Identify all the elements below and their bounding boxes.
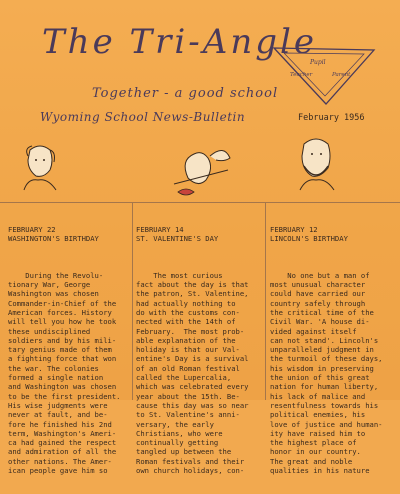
logo-word-3: Parent (332, 72, 351, 78)
article-washington (8, 206, 130, 476)
newsletter-title: The Tri-Angle (42, 22, 318, 62)
cupid-sketch-icon (168, 140, 236, 200)
article-lincoln (270, 206, 398, 476)
lincoln-portrait-icon (290, 132, 342, 190)
article-body: During the Revolu- tionary War, George Washington was chosen Commander-in-Chief of the American forces. History will tell you how he took these undisciplined soldiers and by his mili- tary genius made of them a fighting force that won the war. The colonies formed a single nation and Washington was chosen to be the first president. His wise judgments were never at fault, and be- fore he finished his 2nd term, Washington's Ameri- ca had gained the respect and admiration of all the other nations. The Amer- ican people gave him so (8, 270, 121, 476)
triangle-logo (270, 44, 378, 108)
article-valentine (136, 206, 263, 476)
article-heading: FEBRUARY 22 WASHINGTON'S BIRTHDAY (8, 224, 99, 243)
column-divider-top (0, 202, 400, 203)
logo-word-2: Teacher (290, 72, 313, 78)
issue-date: February 1956 (298, 113, 365, 123)
article-body: The most curious fact about the day is that the patron, St. Valentine, had actually nothing to do with the customs con- nected with the 14th of February. The most prob- able explanation of the holiday is that our Val- entine's Day is a survival of an old Roman festival called the Lupercalia, which was celebrated every year about the 15th. Be- cause this day was so near to St. Valentine's anni- versary, the early Christians, who were continually getting tangled up between the Roman festivals and their own church holidays, con- (136, 270, 249, 476)
article-body: No one but a man of most unusual character could have carried our country safely through the critical time of the Civil War. 'A house di- vided against itself can not stand'. Lincoln's unparalleled judgment in the turmoil of these days, his wisdom in preserving the union of this great nation for human liberty, his lack of malice and resentfulness towards his political enemies, his love of justice and human- ity have raised him to the highest place of honor in our country. The great and noble qualities in his nature (270, 270, 383, 476)
newsletter-subtitle: Together - a good school (92, 86, 279, 101)
washington-portrait-icon (16, 140, 64, 190)
bulletin-label: Wyoming School News-Bulletin (40, 110, 246, 124)
logo-word-1: Pupil (310, 59, 326, 66)
column-divider (265, 202, 266, 400)
article-heading: FEBRUARY 14 ST. VALENTINE'S DAY (136, 224, 219, 243)
column-divider (132, 202, 133, 400)
article-heading: FEBRUARY 12 LINCOLN'S BIRTHDAY (270, 224, 348, 243)
